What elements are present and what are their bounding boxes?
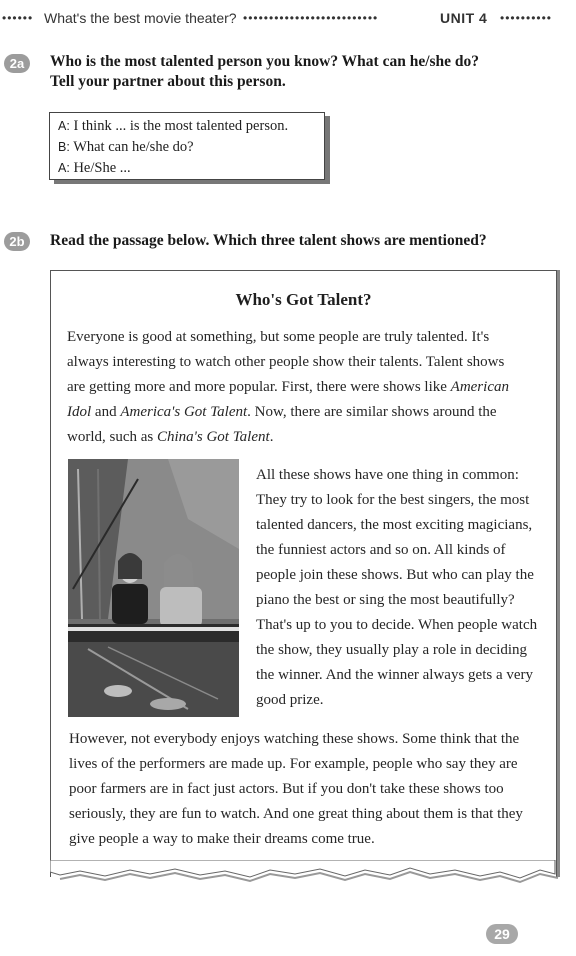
section-badge-2b: 2b [4, 232, 30, 251]
show-title: Idol [67, 404, 92, 420]
dialogue-text: He/She ... [73, 160, 131, 176]
text-line: They try to look for the best singers, the most [256, 492, 530, 508]
header-title: What's the best movie theater? [44, 10, 237, 26]
header-dots-middle: •••••••••••••••••••••••••• [243, 11, 379, 25]
text-line: the show, they usually play a role in deciding [256, 642, 528, 658]
header-dots-left: •••••• [2, 11, 34, 25]
text-line: However, not everybody enjoys watching these shows. Some think that the [69, 731, 520, 747]
dialogue-text: What can he/she do? [73, 139, 194, 155]
text-line: the funniest actors and so on. All kinds of [256, 542, 506, 558]
text-run: . Now, there are similar shows around the [247, 404, 497, 420]
passage-paragraph-2 [256, 463, 556, 713]
page-header [0, 8, 576, 30]
speaker-label: B: [58, 140, 70, 154]
prompt-2a-line2: Tell your partner about this person. [50, 73, 286, 90]
text-line: All these shows have one thing in common: [256, 467, 519, 483]
show-title: America's Got Talent [120, 404, 248, 420]
dialogue-line [58, 158, 324, 179]
section-badge-2a: 2a [4, 54, 30, 73]
text-line: lives of the performers are made up. For example, people who say they are [69, 756, 518, 772]
text-run: and [91, 404, 121, 420]
dialogue-line [58, 137, 324, 158]
dialogue-text: I think ... is the most talented person. [73, 118, 289, 134]
speaker-label: A: [58, 161, 70, 175]
prompt-2a-line1: Who is the most talented person you know? What can he/she do? [50, 53, 480, 70]
text-line: seriously, they are fun to watch. And one great thing about them is that they [69, 806, 523, 822]
text-line: always interesting to watch other people show their talents. Talent shows [67, 354, 505, 370]
speaker-label: A: [58, 119, 70, 133]
text-line: give people a way to make their dreams come true. [69, 831, 375, 847]
passage-paragraph-3 [69, 727, 554, 852]
prompt-2b: Read the passage below. Which three talent shows are mentioned? [50, 232, 487, 249]
text-line: people join these shows. But who can play the [256, 567, 534, 583]
show-title: China's Got Talent [157, 429, 270, 445]
text-line: talented dancers, the most exciting magicians, [256, 517, 533, 533]
text-line: the winner. And the winner always gets a very [256, 667, 534, 683]
text-run: are getting more and more popular. First, there were shows like [67, 379, 451, 395]
text-line: poor farmers are in fact just actors. But if you don't take these shows too [69, 781, 504, 797]
unit-label: UNIT 4 [440, 10, 488, 26]
text-line: That's up to you to decide. When people watch [256, 617, 538, 633]
passage-paragraph-1 [67, 325, 552, 450]
text-line [67, 425, 552, 450]
page-number: 29 [486, 924, 518, 944]
dialogue-box [49, 112, 325, 180]
torn-paper-edge [50, 860, 560, 890]
dialogue-line [58, 116, 324, 137]
photo-piano-performers [68, 459, 239, 717]
text-line: piano the best or sing the most beautifully? [256, 592, 515, 608]
text-line: Everyone is good at something, but some people are truly talented. It's [67, 329, 490, 345]
text-line [67, 375, 552, 400]
photo-illustration [68, 459, 239, 717]
header-dots-right: •••••••••• [500, 11, 553, 25]
text-line [67, 400, 552, 425]
text-line: good prize. [256, 692, 324, 708]
show-title: American [450, 379, 509, 395]
reading-passage [50, 270, 557, 877]
text-run: world, such as [67, 429, 157, 445]
text-run: . [269, 429, 274, 445]
passage-title: Who's Got Talent? [235, 290, 372, 309]
